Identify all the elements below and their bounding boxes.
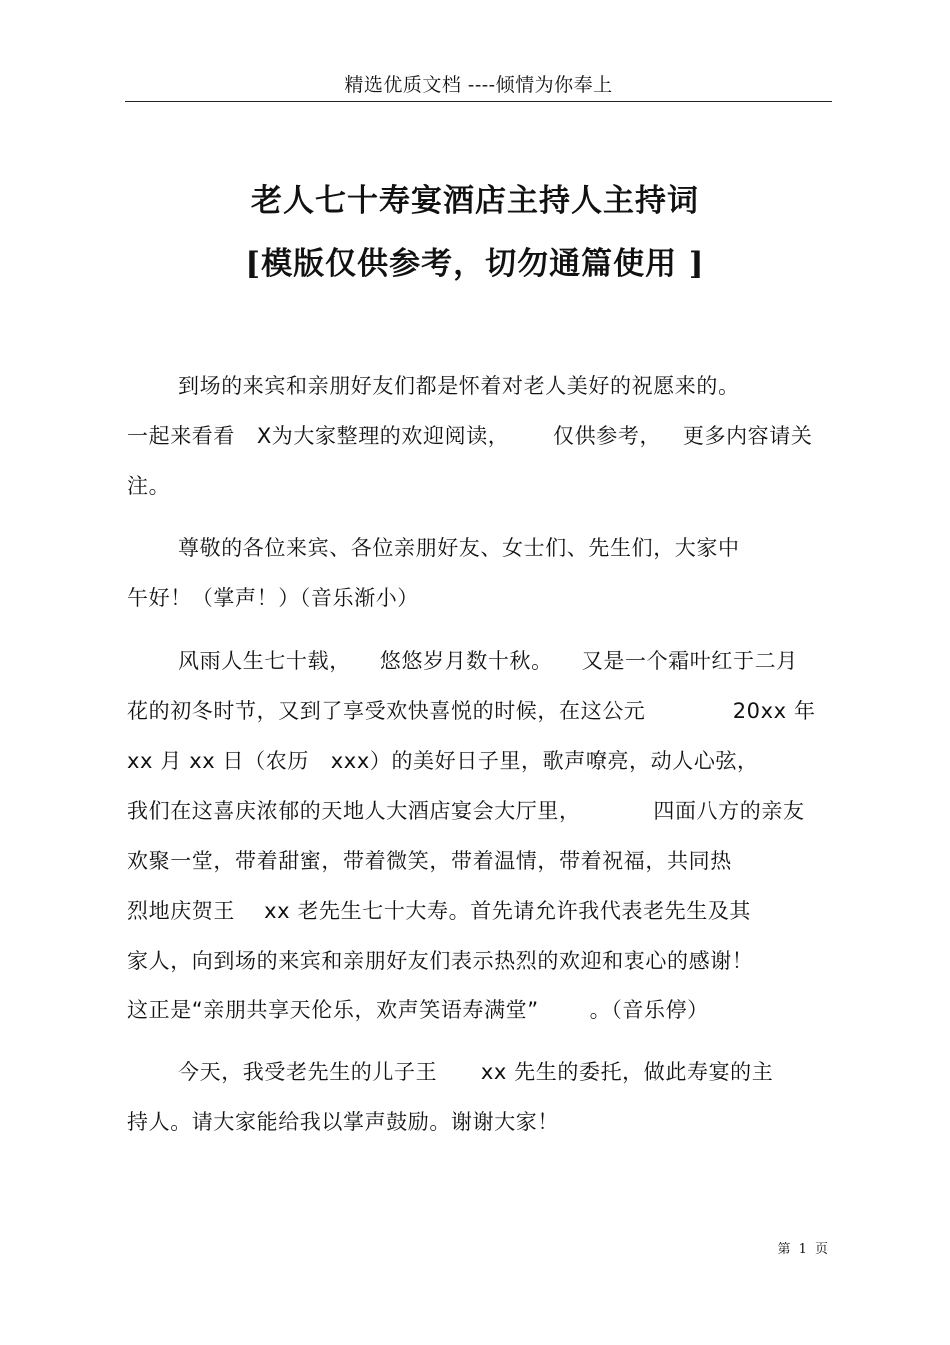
paragraph-line: 到场的来宾和亲朋好友们都是怀着对老人美好的祝愿来的。 [178,374,740,398]
paragraph-line: 尊敬的各位来宾、各位亲朋好友、女士们、先生们，大家中 [178,536,740,560]
paragraph-line: 这正是“亲朋共享天伦乐，欢声笑语寿满堂” 。（音乐停） [127,998,709,1022]
paragraph-line: 今天，我受老先生的儿子王 xx 先生的委托，做此寿宴的主 [178,1060,774,1084]
paragraph-line: 风雨人生七十载， 悠悠岁月数十秋。 又是一个霜叶红于二月 [178,649,798,673]
paragraph-line: 烈地庆贺王 xx 老先生七十大寿。首先请允许我代表老先生及其 [127,899,752,923]
paragraph-line: 欢聚一堂，带着甜蜜，带着微笑，带着温情，带着祝福，共同热 [127,849,732,873]
document-title: 老人七十寿宴酒店主持人主持词 [251,183,699,219]
document-subtitle: [模版仅供参考，切勿通篇使用 ] [245,246,705,282]
paragraph-line: 一起来看看 X为大家整理的欢迎阅读， 仅供参考， 更多内容请关 [127,424,813,448]
paragraph-line: 持人。请大家能给我以掌声鼓励。谢谢大家！ [127,1110,559,1134]
paragraph-line: 注。 [127,474,171,498]
paragraph-line: xx 月 xx 日（农历 xxx）的美好日子里，歌声嘹亮，动人心弦， [127,749,759,773]
paragraph-line: 花的初冬时节，又到了享受欢快喜悦的时候，在这公元 20xx 年 [127,699,816,723]
page-number: 第 1 页 [777,1242,830,1257]
paragraph-line: 午好！（掌声！）（音乐渐小） [127,586,419,610]
header-divider [125,101,832,102]
paragraph-line: 我们在这喜庆浓郁的天地人大酒店宴会大厅里， 四面八方的亲友 [127,799,805,823]
page-header: 精选优质文档 ----倾情为你奉上 [344,74,613,96]
paragraph-line: 家人，向到场的来宾和亲朋好友们表示热烈的欢迎和衷心的感谢！ [127,949,754,973]
